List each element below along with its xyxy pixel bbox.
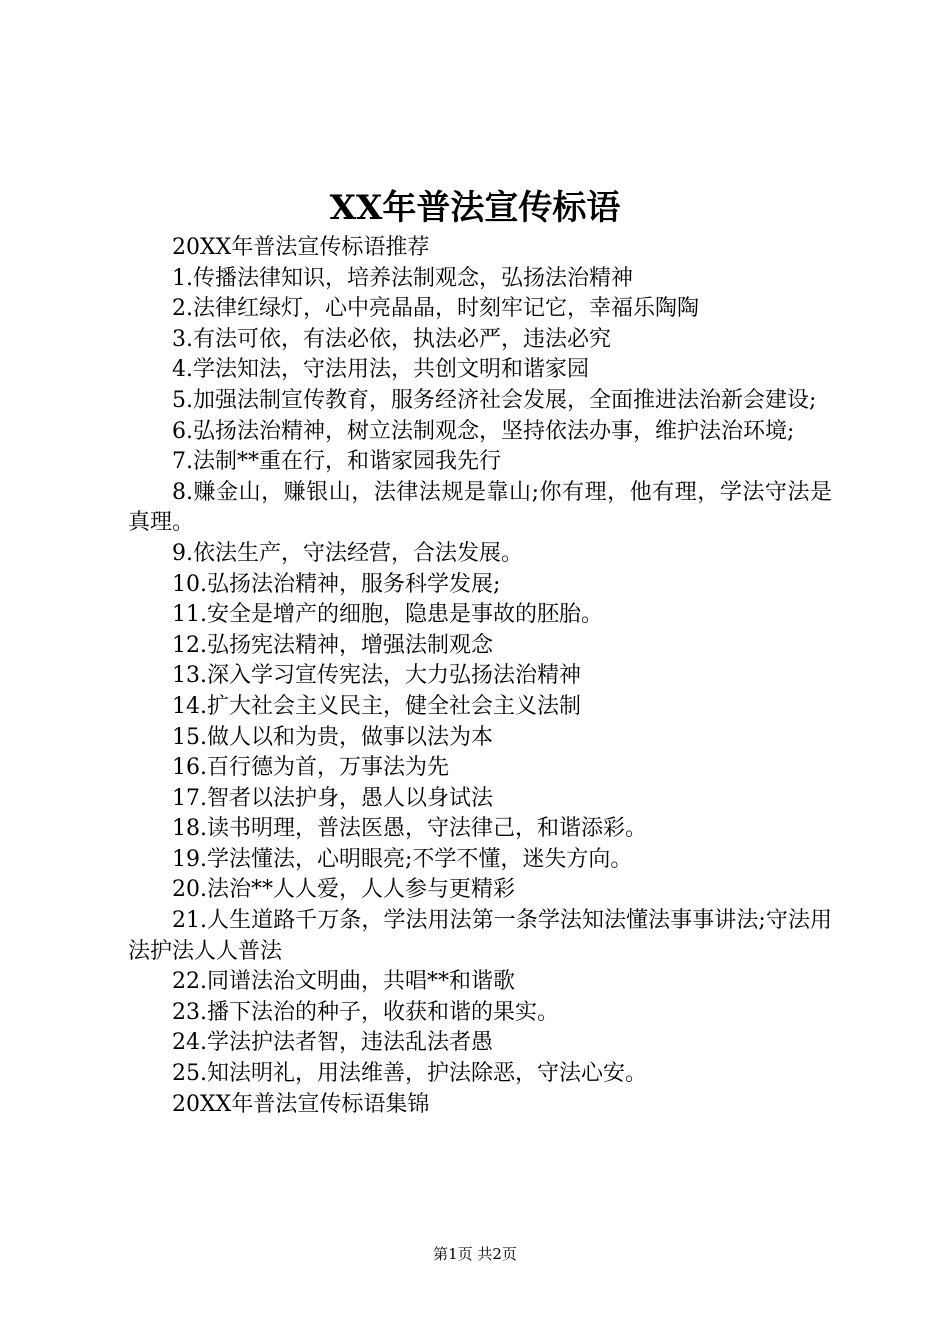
page-footer: 第1页 共2页 [433, 1245, 517, 1263]
paragraph: 9.依法生产，守法经营，合法发展。 [172, 540, 523, 566]
paragraph: 25.知法明礼，用法维善，护法除恶，守法心安。 [172, 1061, 647, 1087]
paragraph: 22.同谱法治文明曲，共唱**和谐歌 [172, 969, 515, 995]
paragraph: 17.智者以法护身，愚人以身试法 [172, 785, 493, 811]
paragraph: 13.深入学习宣传宪法，大力弘扬法治精神 [172, 663, 581, 689]
paragraph: 23.播下法治的种子，收获和谐的果实。 [172, 999, 559, 1025]
paragraph: 11.安全是增产的细胞，隐患是事故的胚胎。 [172, 602, 603, 628]
document-title: XX年普法宣传标语 [329, 188, 621, 228]
paragraph: 18.读书明理，普法医愚，守法律己，和谐添彩。 [172, 816, 647, 842]
paragraph: 24.学法护法者智，违法乱法者愚 [172, 1030, 493, 1056]
document-body [128, 233, 832, 1120]
paragraph: 5.加强法制宣传教育，服务经济社会发展，全面推进法治新会建设; [172, 387, 817, 413]
paragraph: 19.学法懂法，心明眼亮;不学不懂，迷失方向。 [172, 846, 633, 872]
paragraph: 4.学法知法，守法用法，共创文明和谐家园 [172, 357, 589, 383]
paragraph: 16.百行德为首，万事法为先 [172, 755, 449, 781]
paragraph: 12.弘扬宪法精神，增强法制观念 [172, 632, 493, 658]
paragraph: 14.扩大社会主义民主，健全社会主义法制 [172, 693, 581, 719]
paragraph: 3.有法可依，有法必依，执法必严，违法必究 [172, 326, 611, 352]
paragraph: 2.法律红绿灯，心中亮晶晶，时刻牢记它，幸福乐陶陶 [172, 296, 699, 322]
paragraph: 6.弘扬法治精神，树立法制观念，坚持依法办事，维护法治环境; [172, 418, 795, 444]
paragraph: 21.人生道路千万条，学法用法第一条学法知法懂法事事讲法;守法用法护法人人普法 [128, 908, 832, 964]
paragraph: 20.法治**人人爱，人人参与更精彩 [172, 877, 515, 903]
paragraph: 20XX年普法宣传标语推荐 [172, 235, 430, 260]
paragraph: 10.弘扬法治精神，服务科学发展; [172, 571, 501, 597]
paragraph: 15.做人以和为贵，做事以法为本 [172, 724, 493, 750]
paragraph: 20XX年普法宣传标语集锦 [172, 1091, 430, 1117]
paragraph: 8.赚金山，赚银山，法律法规是靠山;你有理，他有理，学法守法是真理。 [128, 479, 832, 536]
paragraph: 7.法制**重在行，和谐家园我先行 [172, 449, 501, 475]
paragraph: 1.传播法律知识，培养法制观念，弘扬法治精神 [172, 265, 633, 291]
